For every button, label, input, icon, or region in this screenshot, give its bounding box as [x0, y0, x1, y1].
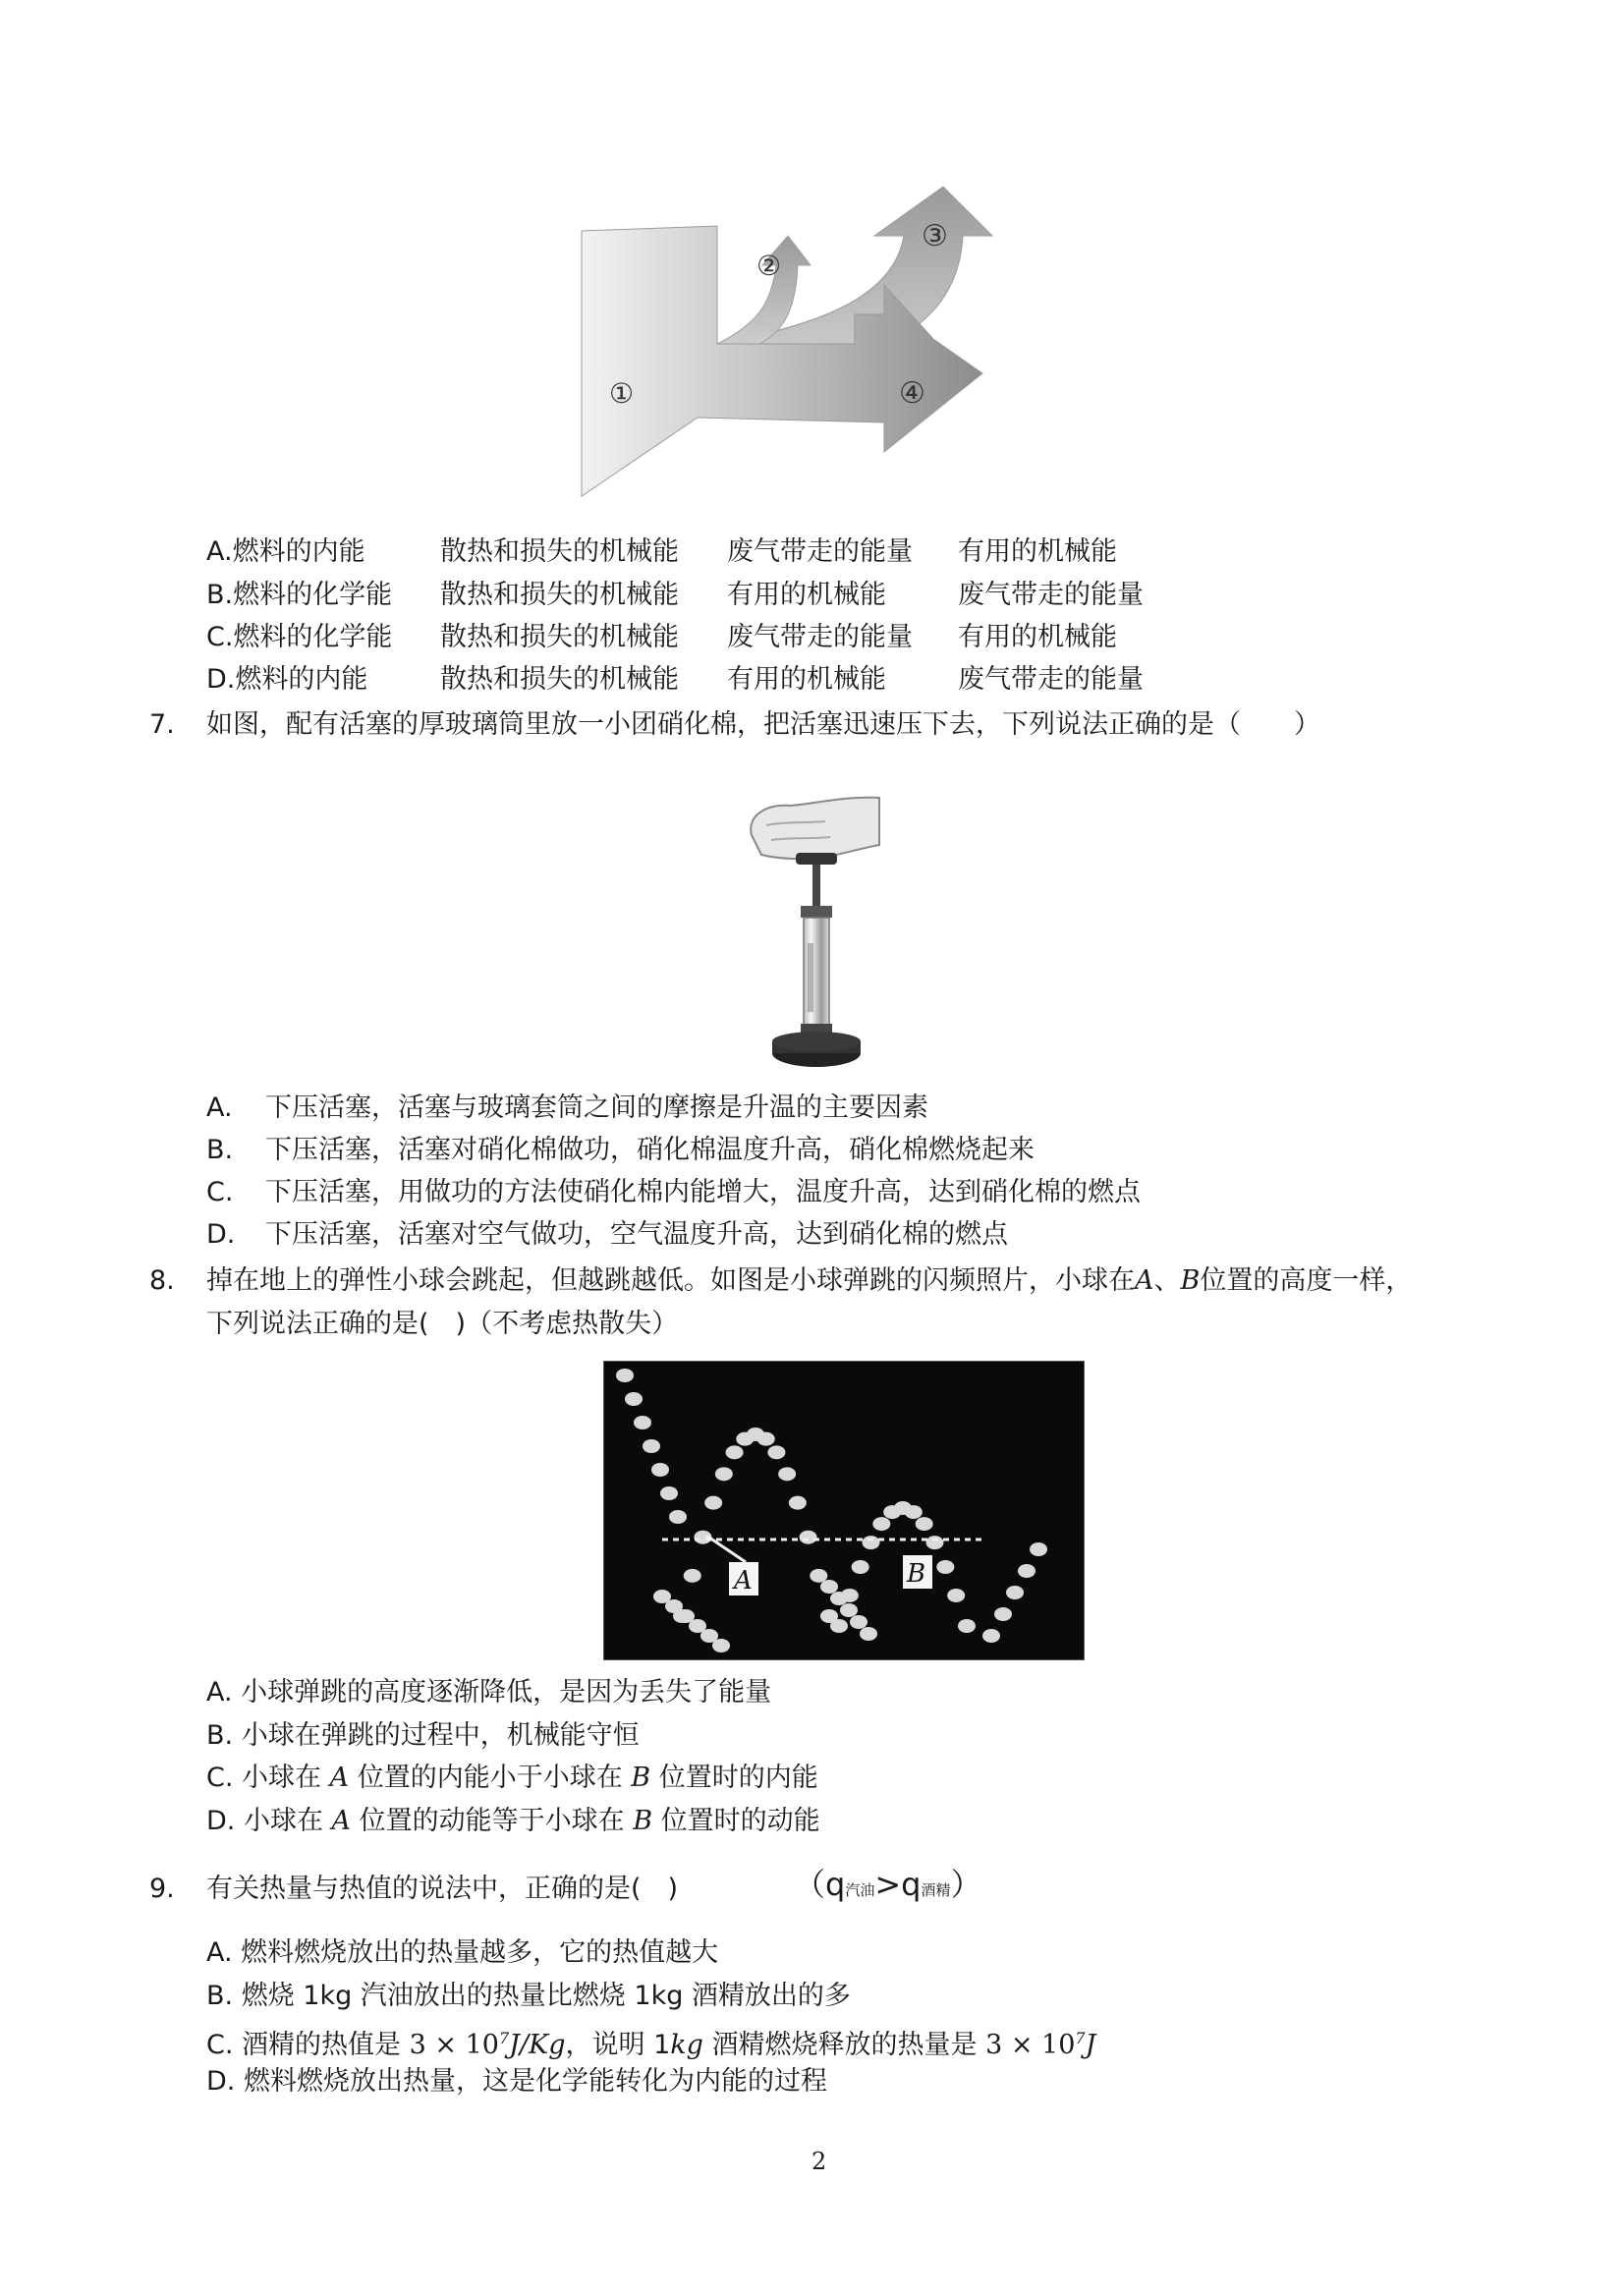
ball-image [852, 1560, 869, 1574]
bouncing-ball-photo [603, 1361, 1085, 1660]
ball-image [958, 1619, 976, 1633]
q9-option-c[interactable]: C. 酒精的热值是 $3 \times 10^7J/Kg$，说明 1kg 酒精燃烧释放的热量是 $3 \times 10^7J$ [206, 2029, 1096, 2060]
ball-image [905, 1505, 923, 1519]
ball-image [704, 1496, 722, 1510]
q7-stem: 如图，配有活塞的厚玻璃筒里放一小团硝化棉，把活塞迅速压下去，下列说法正确的是（ ） [206, 709, 1320, 740]
ball-image [982, 1629, 1000, 1643]
q9-condition: （q汽油>q酒精） [794, 1866, 982, 1903]
q9-option-b[interactable]: B. 燃烧 1kg 汽油放出的热量比燃烧 1kg 酒精放出的多 [206, 1981, 851, 2011]
svg-text:B: B [907, 1559, 926, 1589]
label-3: ③ [922, 219, 948, 253]
piston-cylinder-figure [747, 796, 884, 1076]
ball-image [643, 1439, 660, 1453]
ball-image [947, 1589, 965, 1602]
ball-image [810, 1569, 827, 1583]
ball-image [684, 1569, 701, 1583]
q7-number: 7. [149, 709, 175, 740]
ball-image [994, 1607, 1012, 1621]
q7-option-d[interactable]: D. 下压活塞，活塞对空气做功，空气温度升高，达到硝化棉的燃点 [206, 1219, 1008, 1250]
ball-image [936, 1560, 954, 1574]
ball-image [820, 1580, 838, 1594]
ball-image [800, 1531, 817, 1544]
ball-image [757, 1432, 775, 1446]
q8-stem-line2: 下列说法正确的是( )（不考虑热散失） [206, 1309, 679, 1339]
label-1: ① [609, 377, 635, 410]
ball-image [712, 1639, 730, 1652]
q7-option-b[interactable]: B. 下压活塞，活塞对硝化棉做功，硝化棉温度升高，硝化棉燃烧起来 [206, 1135, 1035, 1165]
ball-image [1018, 1564, 1035, 1578]
q7-option-a[interactable]: A. 下压活塞，活塞与玻璃套筒之间的摩擦是升温的主要因素 [206, 1092, 928, 1123]
ball-image [916, 1517, 933, 1531]
q9-number: 9. [149, 1874, 175, 1904]
ball-image [634, 1416, 651, 1429]
q8-option-a[interactable]: A. 小球弹跳的高度逐渐降低，是因为丢失了能量 [206, 1677, 772, 1708]
ball-image [830, 1619, 848, 1633]
ball-image [660, 1486, 678, 1500]
ball-image [767, 1445, 785, 1459]
ball-image [789, 1496, 807, 1510]
ball-image [830, 1592, 848, 1605]
ball-image [860, 1627, 877, 1641]
ball-image [1006, 1586, 1024, 1599]
q8-option-d[interactable]: D. 小球在 A 位置的动能等于小球在 B 位置时的动能 [206, 1806, 820, 1836]
hand-shape [751, 798, 879, 859]
q8-number: 8. [149, 1265, 175, 1296]
ball-image [850, 1615, 867, 1629]
ball-image [616, 1369, 634, 1382]
ball-image [651, 1463, 669, 1477]
ball-image [1030, 1542, 1047, 1556]
ball-image [778, 1467, 796, 1481]
q9-option-a[interactable]: A. 燃料燃烧放出的热量越多，它的热值越大 [206, 1937, 719, 1968]
q8-stem-line1: 掉在地上的弹性小球会跳起，但越跳越低。如图是小球弹跳的闪频照片，小球在A、B位置的高度一样， [206, 1265, 1413, 1296]
label-4: ④ [899, 376, 925, 411]
label-2: ② [756, 250, 782, 282]
ball-image [715, 1467, 733, 1481]
q9-option-d[interactable]: D. 燃料燃烧放出热量，这是化学能转化为内能的过程 [206, 2066, 827, 2097]
ball-image [669, 1510, 687, 1524]
q9-stem: 有关热量与热值的说法中，正确的是( ) [206, 1874, 679, 1904]
energy-flow-diagram [570, 177, 1081, 501]
ball-image [840, 1603, 858, 1617]
ball-image [872, 1517, 890, 1531]
q8-option-b[interactable]: B. 小球在弹跳的过程中，机械能守恒 [206, 1720, 640, 1751]
svg-text:A: A [734, 1566, 753, 1596]
q7-option-c[interactable]: C. 下压活塞，用做功的方法使硝化棉内能增大，温度升高，达到硝化棉的燃点 [206, 1177, 1141, 1207]
ball-image [863, 1536, 880, 1549]
ball-image [926, 1536, 944, 1549]
q8-option-c[interactable]: C. 小球在 A 位置的内能小于小球在 B 位置时的内能 [206, 1763, 818, 1793]
page-number: 2 [812, 2148, 827, 2175]
ball-image [625, 1392, 643, 1406]
ball-image [726, 1445, 744, 1459]
